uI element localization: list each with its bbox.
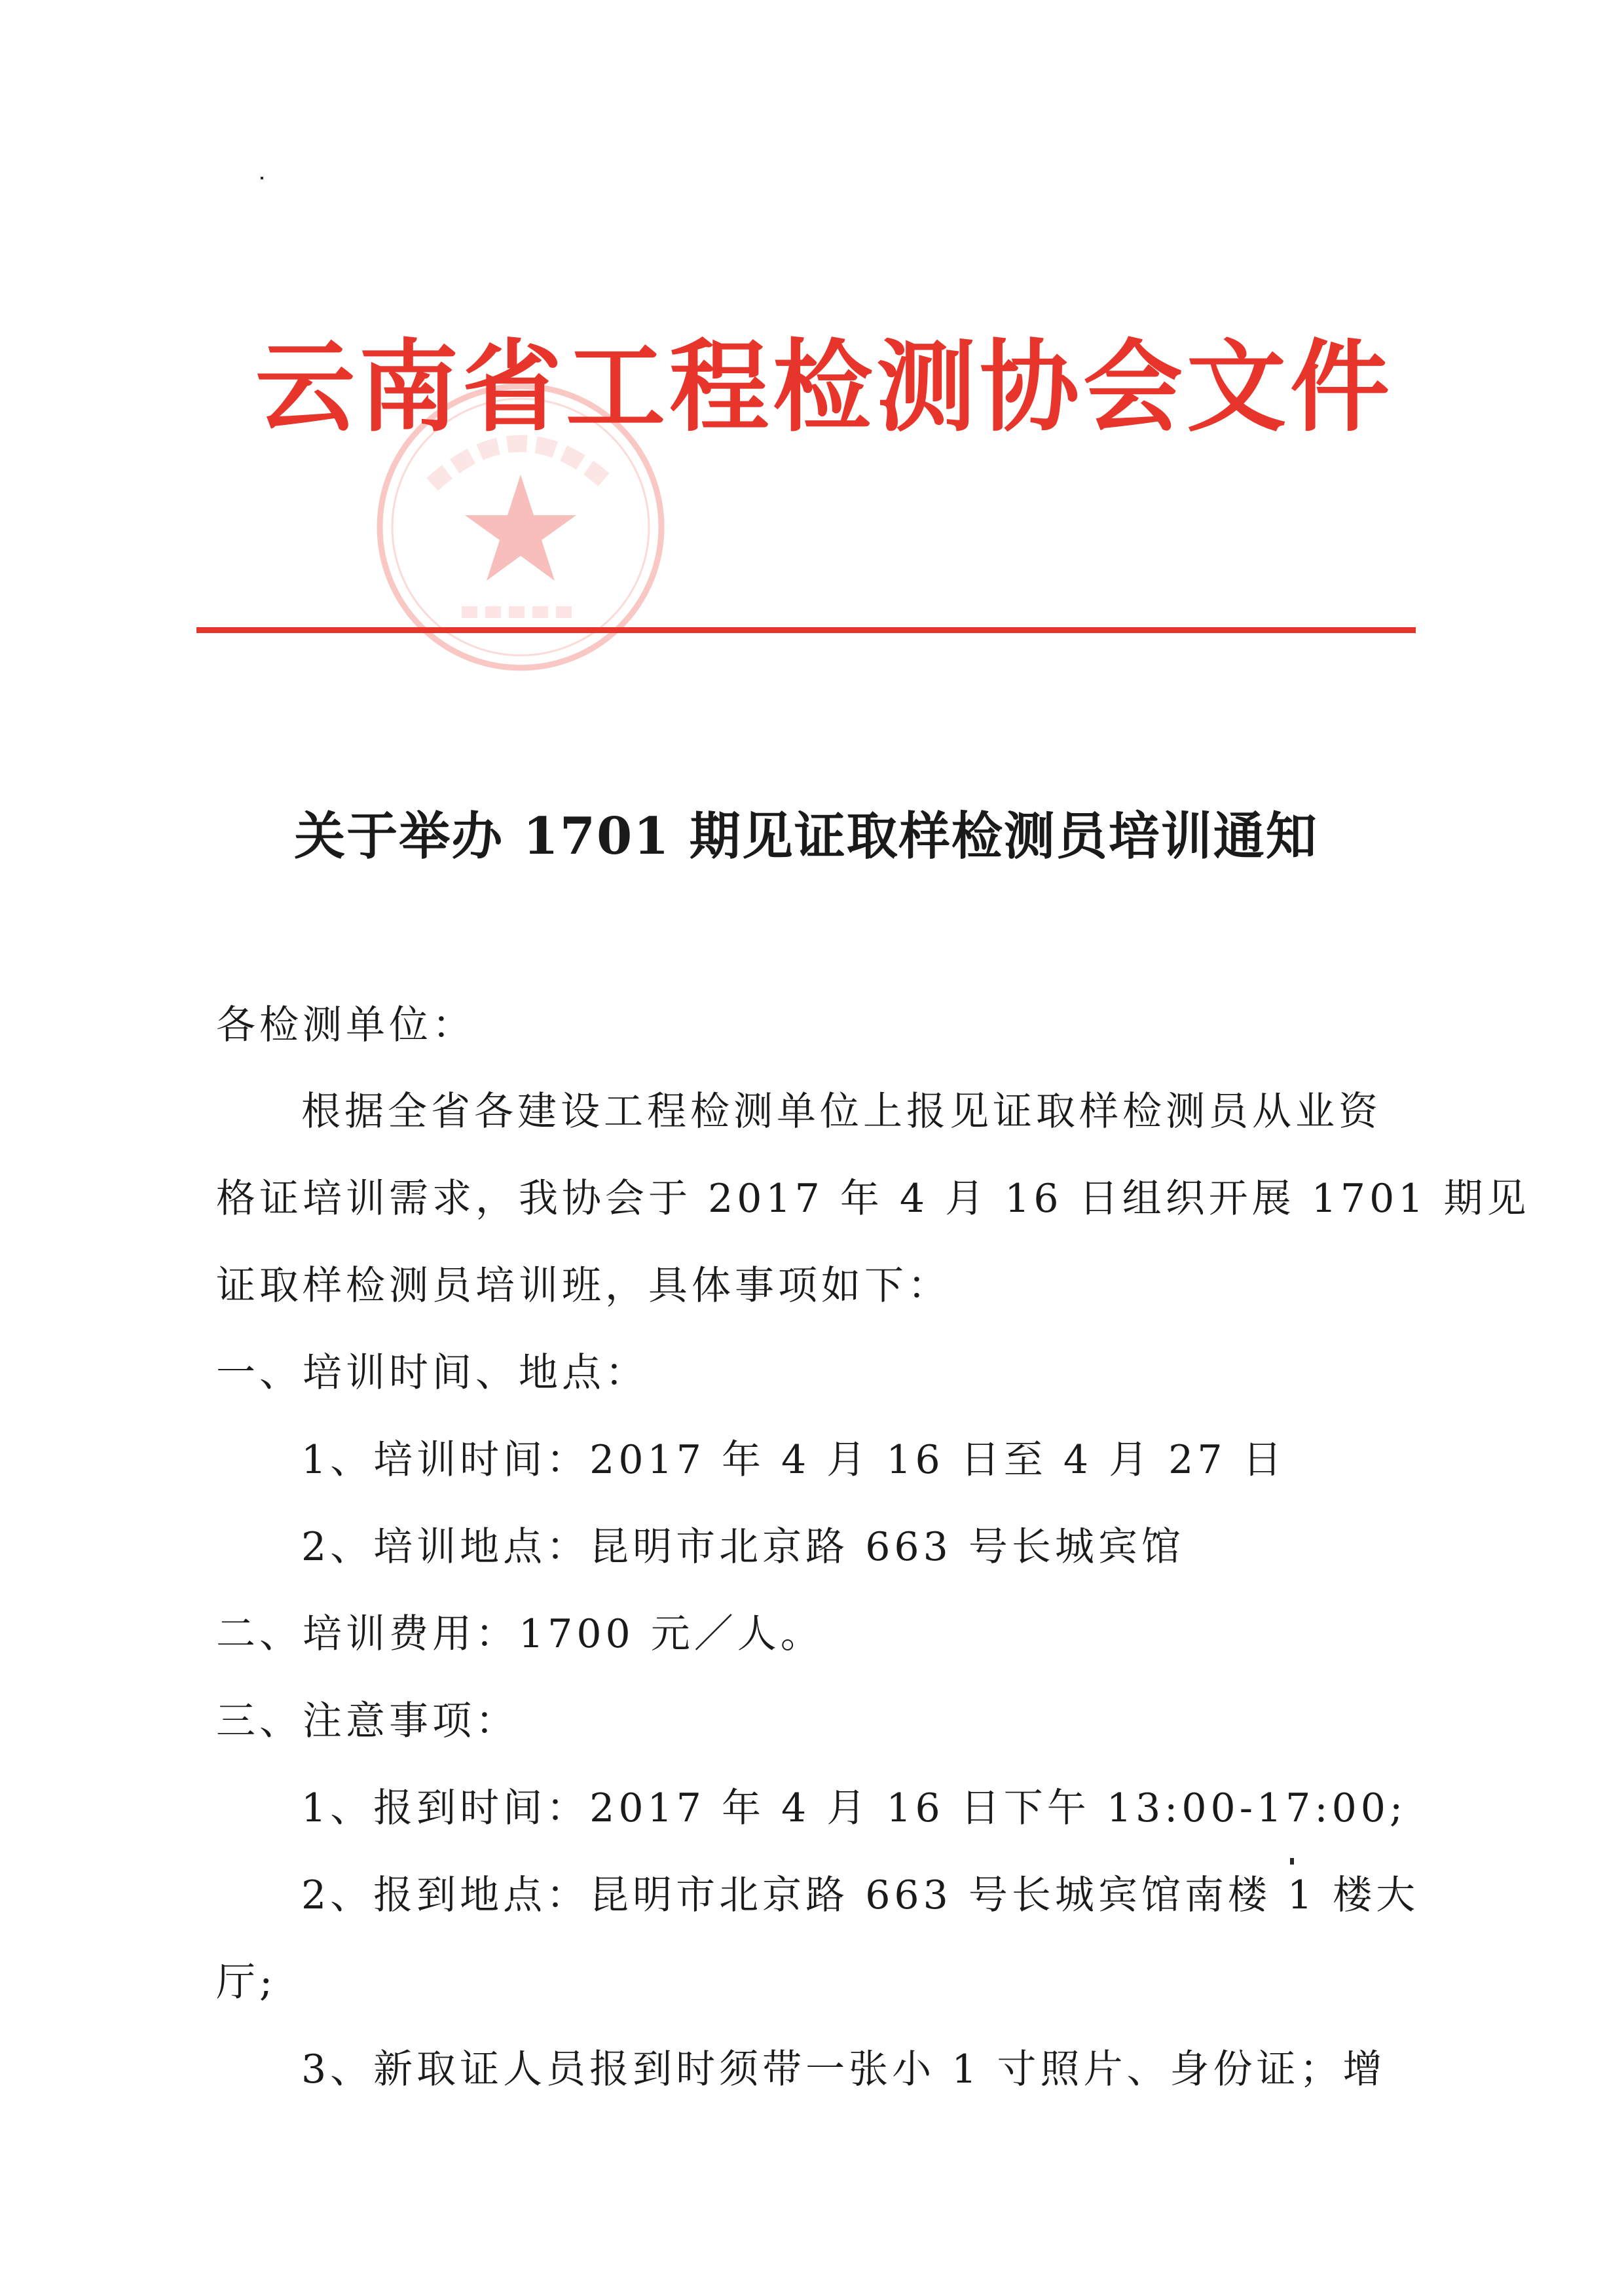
document-title: 关于举办 1701 期见证取样检测员培训通知 — [294, 807, 1318, 866]
letterhead-title: 云南省工程检测协会文件 — [255, 329, 1393, 445]
section3-item1: 1、报到时间：2017 年 4 月 16 日下午 13:00-17:00; — [301, 1785, 1407, 1831]
red-divider-line — [196, 627, 1416, 633]
section1-heading: 一、培训时间、地点： — [216, 1350, 648, 1396]
show-through-text — [871, 1938, 912, 1982]
section1-item2: 2、培训地点：昆明市北京路 663 号长城宾馆 — [301, 1524, 1185, 1570]
section3-item2-line1: 2、报到地点：昆明市北京路 663 号长城宾馆南楼 1 楼大 — [301, 1872, 1420, 1918]
intro-line-2: 格证培训需求，我协会于 2017 年 4 月 16 日组织开展 1701 期见 — [216, 1176, 1530, 1222]
intro-line-3: 证取样检测员培训班，具体事项如下： — [216, 1263, 951, 1309]
section3-item3-line1: 3、新取证人员报到时须带一张小 1 寸照片、身份证；增 — [301, 2047, 1386, 2092]
scan-speck — [261, 177, 263, 179]
section3-heading: 三、注意事项： — [216, 1698, 519, 1744]
salutation: 各检测单位： — [216, 1002, 475, 1048]
scan-speck — [1290, 1858, 1294, 1865]
section1-item1: 1、培训时间：2017 年 4 月 16 日至 4 月 27 日 — [301, 1437, 1286, 1483]
section2-heading: 二、培训费用：1700 元／人。 — [216, 1611, 824, 1657]
intro-line-1: 根据全省各建设工程检测单位上报见证取样检测员从业资 — [301, 1089, 1382, 1135]
section3-item2-line2: 厅; — [216, 1959, 277, 2005]
show-through-text — [268, 210, 309, 254]
